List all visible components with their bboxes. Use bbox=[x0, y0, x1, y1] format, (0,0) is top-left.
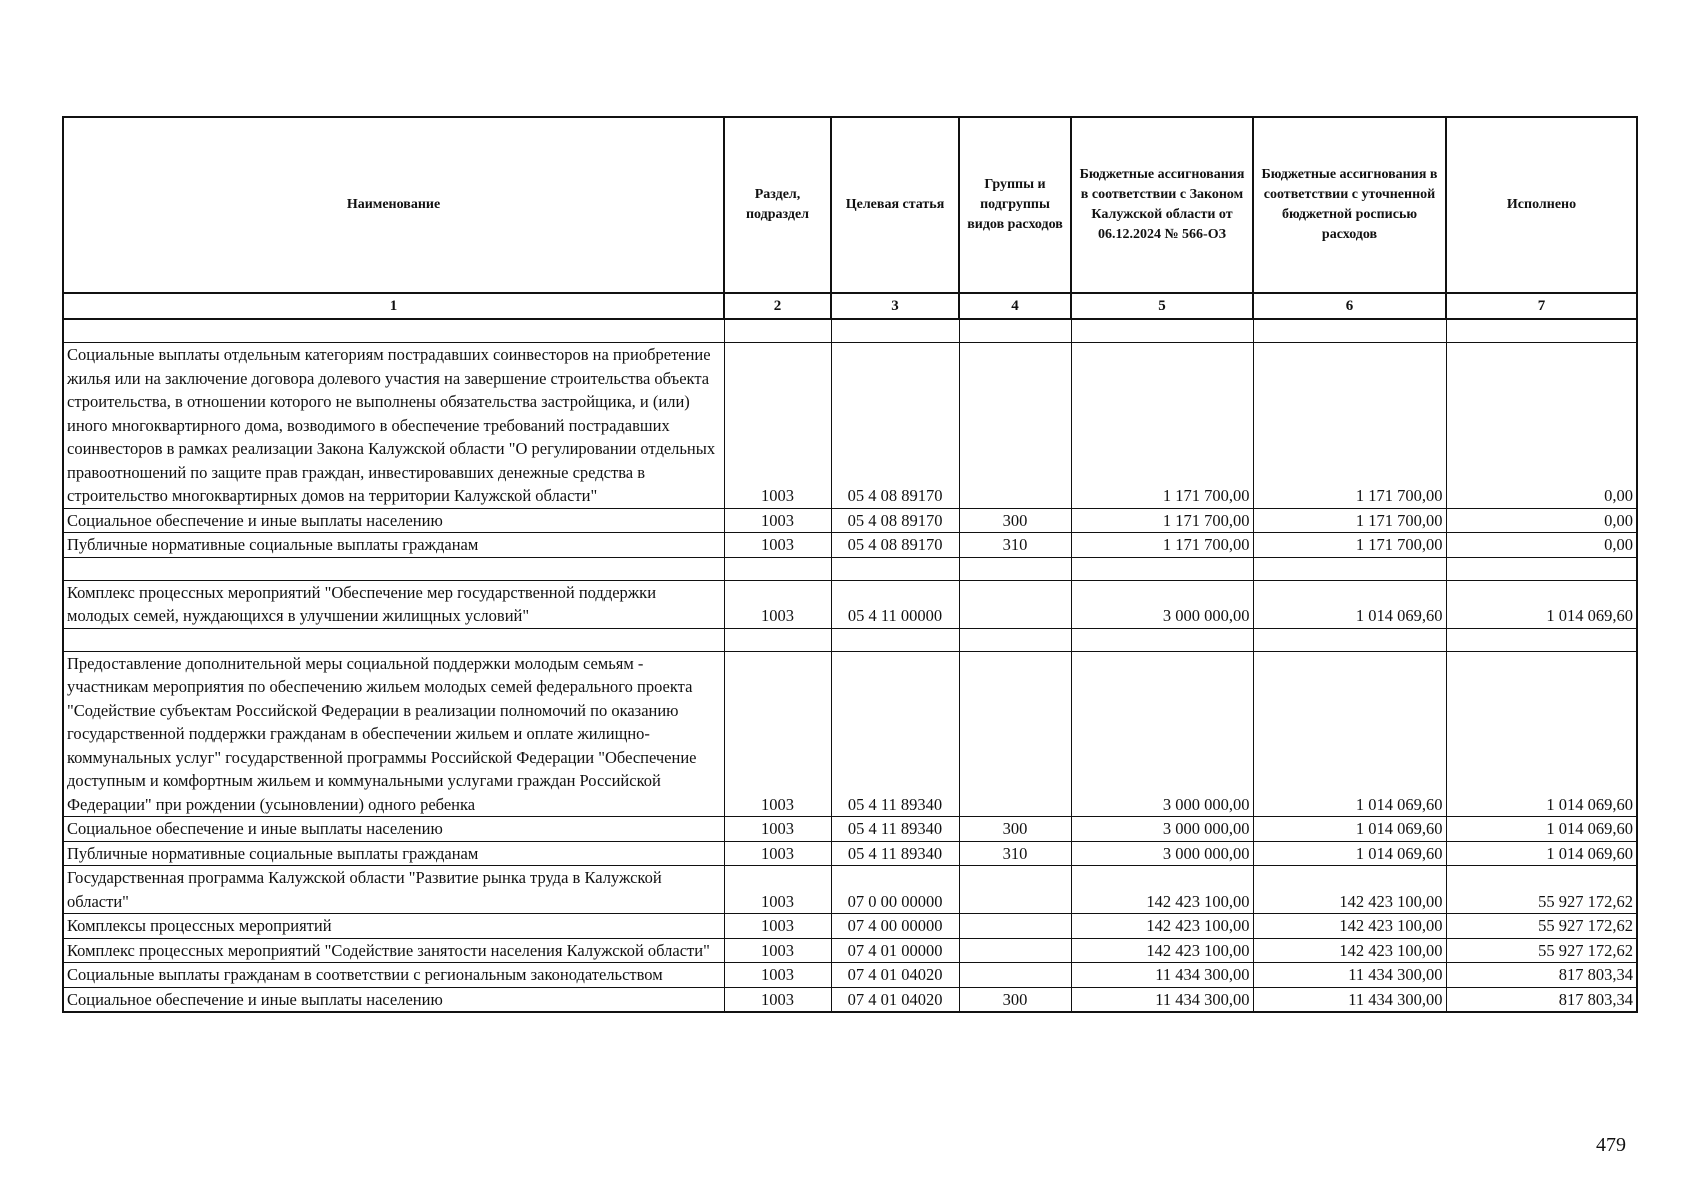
row-target-article: 05 4 08 89170 bbox=[831, 533, 959, 558]
row-section: 1003 bbox=[724, 651, 831, 817]
row-executed-amount: 817 803,34 bbox=[1446, 963, 1637, 988]
row-expense-group bbox=[959, 580, 1071, 628]
row-law-amount: 1 171 700,00 bbox=[1071, 343, 1253, 509]
row-executed-amount: 55 927 172,62 bbox=[1446, 914, 1637, 939]
row-section: 1003 bbox=[724, 987, 831, 1012]
row-refined-amount: 142 423 100,00 bbox=[1253, 938, 1446, 963]
column-number: 3 bbox=[831, 293, 959, 319]
row-target-article: 07 4 01 04020 bbox=[831, 987, 959, 1012]
row-expense-group bbox=[959, 651, 1071, 817]
header-law-appropriations: Бюджетные ассигнования в соответствии с Законом Калужской области от 06.12.2024 № 566-ОЗ bbox=[1071, 117, 1253, 293]
budget-table bbox=[62, 116, 1638, 1013]
row-section: 1003 bbox=[724, 866, 831, 914]
row-section: 1003 bbox=[724, 343, 831, 509]
table-row bbox=[63, 914, 1637, 939]
row-law-amount: 3 000 000,00 bbox=[1071, 651, 1253, 817]
row-executed-amount: 55 927 172,62 bbox=[1446, 938, 1637, 963]
table-row bbox=[63, 580, 1637, 628]
header-name: Наименование bbox=[63, 117, 724, 293]
row-name: Комплексы процессных мероприятий bbox=[63, 914, 724, 939]
header-executed: Исполнено bbox=[1446, 117, 1637, 293]
row-refined-amount: 11 434 300,00 bbox=[1253, 987, 1446, 1012]
row-section: 1003 bbox=[724, 508, 831, 533]
row-expense-group bbox=[959, 914, 1071, 939]
column-number: 1 bbox=[63, 293, 724, 319]
column-number: 7 bbox=[1446, 293, 1637, 319]
row-target-article: 05 4 11 89340 bbox=[831, 651, 959, 817]
table-row bbox=[63, 938, 1637, 963]
header-target-article: Целевая статья bbox=[831, 117, 959, 293]
row-executed-amount: 1 014 069,60 bbox=[1446, 841, 1637, 866]
table-row bbox=[63, 533, 1637, 558]
row-law-amount: 142 423 100,00 bbox=[1071, 914, 1253, 939]
row-target-article: 05 4 11 00000 bbox=[831, 580, 959, 628]
row-law-amount: 11 434 300,00 bbox=[1071, 963, 1253, 988]
table-row bbox=[63, 817, 1637, 842]
budget-sheet bbox=[62, 116, 1636, 1013]
row-refined-amount: 1 014 069,60 bbox=[1253, 817, 1446, 842]
row-refined-amount: 1 014 069,60 bbox=[1253, 651, 1446, 817]
row-executed-amount: 55 927 172,62 bbox=[1446, 866, 1637, 914]
column-number: 6 bbox=[1253, 293, 1446, 319]
row-executed-amount: 0,00 bbox=[1446, 508, 1637, 533]
row-law-amount: 3 000 000,00 bbox=[1071, 817, 1253, 842]
row-expense-group: 300 bbox=[959, 987, 1071, 1012]
header-row bbox=[63, 117, 1637, 293]
row-expense-group: 310 bbox=[959, 533, 1071, 558]
table-row bbox=[63, 508, 1637, 533]
column-number: 4 bbox=[959, 293, 1071, 319]
row-executed-amount: 1 014 069,60 bbox=[1446, 651, 1637, 817]
spacer-row bbox=[63, 557, 1637, 580]
row-law-amount: 3 000 000,00 bbox=[1071, 580, 1253, 628]
row-refined-amount: 11 434 300,00 bbox=[1253, 963, 1446, 988]
row-target-article: 07 0 00 00000 bbox=[831, 866, 959, 914]
header-refined-appropriations: Бюджетные ассигнования в соответствии с уточненной бюджетной росписью расходов bbox=[1253, 117, 1446, 293]
row-refined-amount: 1 171 700,00 bbox=[1253, 533, 1446, 558]
spacer-row bbox=[63, 628, 1637, 651]
row-section: 1003 bbox=[724, 580, 831, 628]
row-expense-group: 300 bbox=[959, 817, 1071, 842]
row-name: Социальное обеспечение и иные выплаты населению bbox=[63, 987, 724, 1012]
row-name: Государственная программа Калужской области "Развитие рынка труда в Калужской области" bbox=[63, 866, 724, 914]
row-section: 1003 bbox=[724, 817, 831, 842]
row-law-amount: 142 423 100,00 bbox=[1071, 938, 1253, 963]
table-row bbox=[63, 841, 1637, 866]
row-name: Публичные нормативные социальные выплаты гражданам bbox=[63, 533, 724, 558]
row-name: Социальные выплаты гражданам в соответствии с региональным законодательством bbox=[63, 963, 724, 988]
page-number: 479 bbox=[1596, 1134, 1626, 1156]
row-refined-amount: 1 171 700,00 bbox=[1253, 343, 1446, 509]
row-target-article: 05 4 08 89170 bbox=[831, 508, 959, 533]
table-body bbox=[63, 319, 1637, 1012]
column-number: 5 bbox=[1071, 293, 1253, 319]
row-executed-amount: 1 014 069,60 bbox=[1446, 817, 1637, 842]
column-number: 2 bbox=[724, 293, 831, 319]
row-law-amount: 1 171 700,00 bbox=[1071, 508, 1253, 533]
row-refined-amount: 1 014 069,60 bbox=[1253, 841, 1446, 866]
row-target-article: 05 4 08 89170 bbox=[831, 343, 959, 509]
row-expense-group: 310 bbox=[959, 841, 1071, 866]
row-target-article: 07 4 00 00000 bbox=[831, 914, 959, 939]
spacer-row bbox=[63, 319, 1637, 343]
table-row bbox=[63, 866, 1637, 914]
row-section: 1003 bbox=[724, 533, 831, 558]
table-row bbox=[63, 651, 1637, 817]
row-section: 1003 bbox=[724, 963, 831, 988]
row-executed-amount: 0,00 bbox=[1446, 343, 1637, 509]
row-law-amount: 3 000 000,00 bbox=[1071, 841, 1253, 866]
row-executed-amount: 0,00 bbox=[1446, 533, 1637, 558]
row-expense-group bbox=[959, 866, 1071, 914]
row-name: Комплекс процессных мероприятий "Содействие занятости населения Калужской области" bbox=[63, 938, 724, 963]
row-section: 1003 bbox=[724, 938, 831, 963]
row-executed-amount: 1 014 069,60 bbox=[1446, 580, 1637, 628]
row-law-amount: 11 434 300,00 bbox=[1071, 987, 1253, 1012]
row-refined-amount: 1 171 700,00 bbox=[1253, 508, 1446, 533]
row-executed-amount: 817 803,34 bbox=[1446, 987, 1637, 1012]
row-expense-group bbox=[959, 343, 1071, 509]
header-expense-group: Группы и подгруппы видов расходов bbox=[959, 117, 1071, 293]
row-expense-group: 300 bbox=[959, 508, 1071, 533]
row-name: Комплекс процессных мероприятий "Обеспечение мер государственной поддержки молодых семей, нуждающихся в улучшении жилищных условий" bbox=[63, 580, 724, 628]
row-section: 1003 bbox=[724, 841, 831, 866]
table-row bbox=[63, 963, 1637, 988]
row-expense-group bbox=[959, 963, 1071, 988]
row-law-amount: 142 423 100,00 bbox=[1071, 866, 1253, 914]
row-target-article: 07 4 01 04020 bbox=[831, 963, 959, 988]
table-row bbox=[63, 987, 1637, 1012]
row-name: Социальные выплаты отдельным категориям пострадавших соинвесторов на приобретение жилья или на заключение договора долевого участия на завершение строительства объекта строительства, в отношении которого не выполнены обязательства застройщика, и (или) иного многоквартирного дома, возводимого в обеспечение требований пострадавших соинвесторов в рамках реализации Закона Калужской области "О регулировании отдельных правоотношений по защите прав граждан, инвестировавших денежные средства в строительство многоквартирных домов на территории Калужской области" bbox=[63, 343, 724, 509]
row-expense-group bbox=[959, 938, 1071, 963]
column-number-row bbox=[63, 293, 1637, 319]
row-section: 1003 bbox=[724, 914, 831, 939]
row-target-article: 07 4 01 00000 bbox=[831, 938, 959, 963]
row-refined-amount: 142 423 100,00 bbox=[1253, 866, 1446, 914]
row-refined-amount: 142 423 100,00 bbox=[1253, 914, 1446, 939]
row-refined-amount: 1 014 069,60 bbox=[1253, 580, 1446, 628]
row-name: Социальное обеспечение и иные выплаты населению bbox=[63, 817, 724, 842]
table-row bbox=[63, 343, 1637, 509]
row-name: Публичные нормативные социальные выплаты гражданам bbox=[63, 841, 724, 866]
header-section: Раздел, подраздел bbox=[724, 117, 831, 293]
row-target-article: 05 4 11 89340 bbox=[831, 817, 959, 842]
row-target-article: 05 4 11 89340 bbox=[831, 841, 959, 866]
row-name: Предоставление дополнительной меры социальной поддержки молодым семьям - участникам мероприятия по обеспечению жильем молодых семей федерального проекта "Содействие субъектам Российской Федерации в реализации полномочий по оказанию государственной поддержки гражданам в обеспечении жильем и оплате жилищно-коммунальных услуг" государственной программы Российской Федерации "Обеспечение доступным и комфортным жильем и коммунальными услугами граждан Российской Федерации" при рождении (усыновлении) одного ребенка bbox=[63, 651, 724, 817]
row-name: Социальное обеспечение и иные выплаты населению bbox=[63, 508, 724, 533]
row-law-amount: 1 171 700,00 bbox=[1071, 533, 1253, 558]
